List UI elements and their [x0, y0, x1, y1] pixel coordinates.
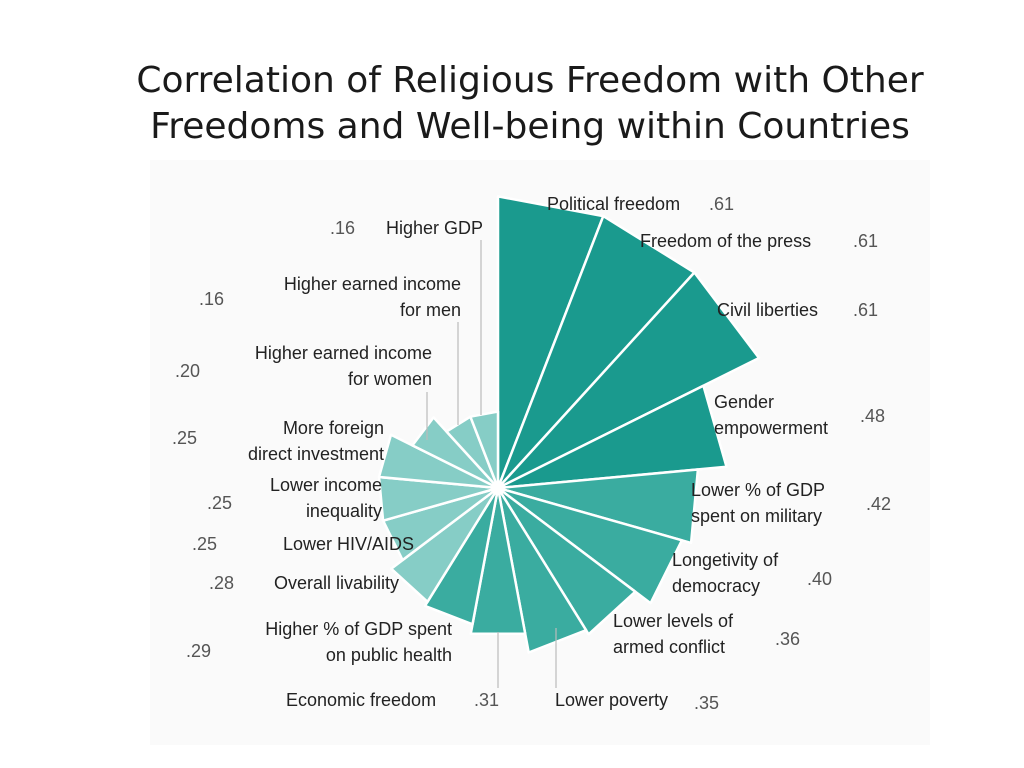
value-label-14: .20 — [175, 361, 201, 381]
category-label-13-line-0: More foreign — [282, 418, 384, 438]
category-label-12-line-1: inequality — [305, 501, 382, 521]
value-label-13: .25 — [172, 428, 198, 448]
value-label-10: .28 — [209, 573, 235, 593]
value-label-9: .29 — [186, 641, 212, 661]
value-label-8: .31 — [474, 690, 500, 710]
category-label-13-line-1: direct investment — [247, 444, 384, 464]
value-label-2: .61 — [853, 300, 879, 320]
value-label-12: .25 — [207, 493, 233, 513]
category-label-12-line-0: Lower income — [269, 475, 382, 495]
category-label-15-line-1: for men — [399, 300, 461, 320]
value-label-7: .35 — [694, 693, 720, 713]
category-label-7-line-0: Lower poverty — [555, 690, 669, 710]
value-label-11: .25 — [192, 534, 218, 554]
value-label-1: .61 — [853, 231, 879, 251]
category-label-1-line-0: Freedom of the press — [640, 231, 812, 251]
category-label-6-line-1: armed conflict — [613, 637, 726, 657]
value-label-15: .16 — [199, 289, 225, 309]
category-label-3-line-1: empowerment — [714, 418, 829, 438]
category-label-2-line-0: Civil liberties — [717, 300, 819, 320]
category-label-0-line-0: Political freedom — [547, 194, 681, 214]
category-label-15-line-0: Higher earned income — [283, 274, 461, 294]
category-label-9-line-1: on public health — [325, 645, 452, 665]
category-label-9-line-0: Higher % of GDP spent — [265, 619, 452, 639]
category-label-5-line-1: democracy — [672, 576, 761, 596]
category-label-11-line-0: Lower HIV/AIDS — [282, 534, 414, 554]
category-label-5-line-0: Longetivity of — [672, 550, 779, 570]
category-label-3-line-0: Gender — [714, 392, 775, 412]
category-label-16-line-0: Higher GDP — [385, 218, 483, 238]
value-label-3: .48 — [860, 406, 886, 426]
category-label-8-line-0: Economic freedom — [286, 690, 437, 710]
value-label-4: .42 — [866, 494, 892, 514]
value-label-16: .16 — [330, 218, 356, 238]
category-label-14-line-0: Higher earned income — [254, 343, 432, 363]
category-label-4-line-1: spent on military — [691, 506, 823, 526]
title-line-2: Freedoms and Well-being within Countries — [150, 106, 910, 147]
category-label-6-line-0: Lower levels of — [613, 611, 734, 631]
category-label-10-line-0: Overall livability — [273, 573, 399, 593]
value-label-0: .61 — [709, 194, 735, 214]
category-label-4-line-0: Lower % of GDP — [691, 480, 826, 500]
title-line-1: Correlation of Religious Freedom with Other — [136, 60, 924, 101]
value-label-6: .36 — [775, 629, 801, 649]
category-label-14-line-1: for women — [347, 369, 432, 389]
value-label-5: .40 — [807, 569, 833, 589]
